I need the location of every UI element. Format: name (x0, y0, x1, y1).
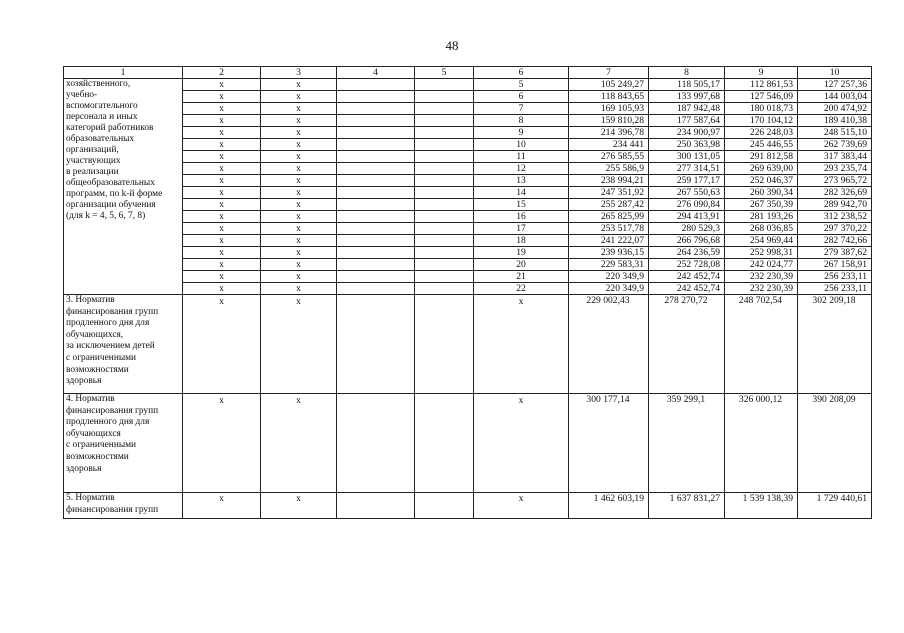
cell-c6: 17 (474, 223, 569, 235)
norms-table-wrapper (63, 66, 872, 519)
cell-c3: x (261, 127, 337, 139)
description-line: обучающихся (66, 428, 121, 439)
cell-c9: 1 539 138,39 (725, 493, 798, 519)
cell-c2: x (183, 259, 261, 271)
description-line: возможностями (66, 364, 129, 375)
cell-c6: 21 (474, 271, 569, 283)
description-line: возможностями (66, 451, 129, 462)
cell-c7: 105 249,27 (569, 79, 649, 91)
cell-c5 (415, 271, 474, 283)
cell-c2: x (183, 103, 261, 115)
description-line: 3. Норматив (66, 295, 115, 305)
cell-c5 (415, 235, 474, 247)
cell-c9: 232 230,39 (725, 283, 798, 295)
cell-c6: 19 (474, 247, 569, 259)
cell-c9: 232 230,39 (725, 271, 798, 283)
cell-c10: 297 370,22 (798, 223, 872, 235)
cell-c9: 326 000,12 (725, 394, 798, 493)
cell-c2: x (183, 394, 261, 493)
cell-c4 (337, 91, 415, 103)
description-line: общеобразовательных (66, 178, 155, 188)
cell-c8: 187 942,48 (649, 103, 725, 115)
row-description (64, 79, 183, 295)
cell-c8: 300 131,05 (649, 151, 725, 163)
cell-c5 (415, 493, 474, 519)
cell-c7: 214 396,78 (569, 127, 649, 139)
cell-c3: x (261, 187, 337, 199)
cell-c7: 238 994,21 (569, 175, 649, 187)
cell-c5 (415, 211, 474, 223)
cell-c5 (415, 394, 474, 493)
cell-c8: 252 728,08 (649, 259, 725, 271)
cell-c2: x (183, 295, 261, 394)
cell-c9: 291 812,58 (725, 151, 798, 163)
cell-c5 (415, 187, 474, 199)
cell-c4 (337, 163, 415, 175)
description-line: категорий работников (66, 123, 154, 133)
cell-c2: x (183, 163, 261, 175)
cell-c10: 282 326,69 (798, 187, 872, 199)
cell-c10: 273 965,72 (798, 175, 872, 187)
description-line: продленного дня для (66, 417, 150, 428)
cell-c7: 220 349,9 (569, 271, 649, 283)
cell-c6: 13 (474, 175, 569, 187)
cell-c5 (415, 139, 474, 151)
cell-c4 (337, 295, 415, 394)
cell-c2: x (183, 139, 261, 151)
header-cell: 5 (415, 67, 474, 79)
cell-c6: 15 (474, 199, 569, 211)
description-line: с ограниченными (66, 440, 137, 451)
cell-c8: 259 177,17 (649, 175, 725, 187)
description-line: за исключением детей (66, 341, 155, 352)
cell-c7: 276 585,55 (569, 151, 649, 163)
cell-c2: x (183, 151, 261, 163)
cell-c7: 159 810,28 (569, 115, 649, 127)
cell-c6: 5 (474, 79, 569, 91)
cell-c6: 18 (474, 235, 569, 247)
cell-c3: x (261, 91, 337, 103)
description-line: в реализации (66, 167, 119, 177)
cell-c2: x (183, 175, 261, 187)
row-description (64, 394, 183, 493)
table-row (64, 271, 872, 283)
block4-row (64, 394, 872, 493)
cell-c7: 229 583,31 (569, 259, 649, 271)
cell-c10: 200 474,92 (798, 103, 872, 115)
cell-c7: 229 002,43 (569, 295, 649, 394)
cell-c4 (337, 283, 415, 295)
header-cell: 2 (183, 67, 261, 79)
cell-c3: x (261, 103, 337, 115)
header-cell: 4 (337, 67, 415, 79)
cell-c8: 277 314,51 (649, 163, 725, 175)
row-description (64, 493, 183, 519)
cell-c8: 264 236,59 (649, 247, 725, 259)
cell-c3: x (261, 211, 337, 223)
table-row (64, 283, 872, 295)
table-row (64, 175, 872, 187)
cell-c9: 281 193,26 (725, 211, 798, 223)
cell-c9: 254 969,44 (725, 235, 798, 247)
cell-c2: x (183, 115, 261, 127)
cell-c9: 226 248,03 (725, 127, 798, 139)
cell-c7: 255 287,42 (569, 199, 649, 211)
table-row (64, 151, 872, 163)
cell-c6: 20 (474, 259, 569, 271)
cell-c8: 266 796,68 (649, 235, 725, 247)
cell-c4 (337, 394, 415, 493)
cell-c10: 302 209,18 (798, 295, 872, 394)
block3-row (64, 295, 872, 394)
table-row (64, 187, 872, 199)
cell-c8: 234 900,97 (649, 127, 725, 139)
cell-c7: 255 586,9 (569, 163, 649, 175)
cell-c5 (415, 199, 474, 211)
cell-c4 (337, 103, 415, 115)
cell-c7: 300 177,14 (569, 394, 649, 493)
cell-c6: 8 (474, 115, 569, 127)
cell-c3: x (261, 235, 337, 247)
cell-c10: 279 387,62 (798, 247, 872, 259)
page-number: 48 (445, 38, 459, 53)
cell-c4 (337, 235, 415, 247)
cell-c3: x (261, 175, 337, 187)
cell-c9: 112 861,53 (725, 79, 798, 91)
cell-c7: 247 351,92 (569, 187, 649, 199)
cell-c10: 317 383,44 (798, 151, 872, 163)
cell-c6: x (474, 493, 569, 519)
cell-c8: 280 529,3 (649, 223, 725, 235)
cell-c7: 265 825,99 (569, 211, 649, 223)
cell-c4 (337, 79, 415, 91)
cell-c2: x (183, 199, 261, 211)
cell-c2: x (183, 187, 261, 199)
description-line: учебно- (66, 90, 98, 100)
cell-c3: x (261, 247, 337, 259)
cell-c7: 220 349,9 (569, 283, 649, 295)
cell-c8: 242 452,74 (649, 271, 725, 283)
cell-c3: x (261, 115, 337, 127)
cell-c5 (415, 91, 474, 103)
table-row (64, 139, 872, 151)
table-row (64, 115, 872, 127)
cell-c6: x (474, 394, 569, 493)
cell-c10: 312 238,52 (798, 211, 872, 223)
header-cell: 8 (649, 67, 725, 79)
cell-c8: 359 299,1 (649, 394, 725, 493)
cell-c6: 12 (474, 163, 569, 175)
description-line: вспомогательного (66, 101, 138, 111)
description-line: 5. Норматив (66, 493, 115, 503)
cell-c9: 269 639,00 (725, 163, 798, 175)
cell-c10: 289 942,70 (798, 199, 872, 211)
cell-c3: x (261, 139, 337, 151)
description-line: образовательных (66, 134, 135, 144)
cell-c4 (337, 271, 415, 283)
cell-c4 (337, 151, 415, 163)
cell-c10: 390 208,09 (798, 394, 872, 493)
cell-c7: 241 222,07 (569, 235, 649, 247)
cell-c10: 127 257,36 (798, 79, 872, 91)
description-line: организаций, (66, 145, 119, 155)
cell-c7: 118 843,65 (569, 91, 649, 103)
cell-c5 (415, 127, 474, 139)
description-line: продленного дня для (66, 318, 150, 329)
cell-c6: 6 (474, 91, 569, 103)
description-line: программ, по k-й форме (66, 189, 163, 199)
description-line: организации обучения (66, 200, 156, 210)
cell-c8: 276 090,84 (649, 199, 725, 211)
cell-c9: 180 018,73 (725, 103, 798, 115)
table-row (64, 247, 872, 259)
cell-c10: 144 003,04 (798, 91, 872, 103)
cell-c6: 22 (474, 283, 569, 295)
description-line: здоровья (66, 463, 102, 474)
cell-c8: 250 363,98 (649, 139, 725, 151)
cell-c2: x (183, 211, 261, 223)
cell-c8: 294 413,91 (649, 211, 725, 223)
cell-c2: x (183, 271, 261, 283)
norms-table (63, 66, 872, 519)
cell-c10: 293 235,74 (798, 163, 872, 175)
cell-c2: x (183, 127, 261, 139)
cell-c3: x (261, 271, 337, 283)
description-line: 4. Норматив (66, 394, 115, 404)
cell-c3: x (261, 283, 337, 295)
cell-c5 (415, 283, 474, 295)
description-line: здоровья (66, 376, 102, 387)
cell-c2: x (183, 223, 261, 235)
cell-c6: 14 (474, 187, 569, 199)
cell-c5 (415, 223, 474, 235)
cell-c9: 170 104,12 (725, 115, 798, 127)
cell-c9: 252 046,37 (725, 175, 798, 187)
cell-c6: 9 (474, 127, 569, 139)
description-line: с ограниченными (66, 352, 137, 363)
header-cell: 1 (64, 67, 183, 79)
header-cell: 9 (725, 67, 798, 79)
cell-c3: x (261, 295, 337, 394)
description-line: участвующих (66, 156, 121, 166)
cell-c10: 282 742,66 (798, 235, 872, 247)
table-row (64, 199, 872, 211)
cell-c8: 177 587,64 (649, 115, 725, 127)
cell-c5 (415, 103, 474, 115)
cell-c3: x (261, 151, 337, 163)
header-cell: 10 (798, 67, 872, 79)
cell-c4 (337, 127, 415, 139)
cell-c5 (415, 175, 474, 187)
table-body (64, 67, 872, 519)
table-row (64, 91, 872, 103)
cell-c3: x (261, 223, 337, 235)
cell-c5 (415, 259, 474, 271)
table-row (64, 163, 872, 175)
cell-c10: 189 410,38 (798, 115, 872, 127)
cell-c8: 278 270,72 (649, 295, 725, 394)
table-row (64, 259, 872, 271)
description-line: персонала и иных (66, 112, 138, 122)
cell-c9: 260 390,34 (725, 187, 798, 199)
header-row (64, 67, 872, 79)
table-row (64, 211, 872, 223)
cell-c10: 262 739,69 (798, 139, 872, 151)
description-line: финансирования групп (66, 405, 159, 416)
cell-c2: x (183, 79, 261, 91)
cell-c4 (337, 259, 415, 271)
cell-c4 (337, 247, 415, 259)
cell-c4 (337, 115, 415, 127)
cell-c4 (337, 187, 415, 199)
cell-c8: 1 637 831,27 (649, 493, 725, 519)
cell-c8: 267 550,63 (649, 187, 725, 199)
cell-c4 (337, 139, 415, 151)
cell-c9: 245 446,55 (725, 139, 798, 151)
cell-c8: 133 997,68 (649, 91, 725, 103)
cell-c8: 242 452,74 (649, 283, 725, 295)
cell-c10: 267 158,91 (798, 259, 872, 271)
cell-c10: 1 729 440,61 (798, 493, 872, 519)
block5-row (64, 493, 872, 519)
cell-c3: x (261, 394, 337, 493)
cell-c10: 256 233,11 (798, 283, 872, 295)
cell-c2: x (183, 247, 261, 259)
cell-c7: 239 936,15 (569, 247, 649, 259)
cell-c6: x (474, 295, 569, 394)
cell-c9: 248 702,54 (725, 295, 798, 394)
cell-c7: 169 105,93 (569, 103, 649, 115)
row-description (64, 295, 183, 394)
cell-c3: x (261, 199, 337, 211)
cell-c10: 256 233,11 (798, 271, 872, 283)
cell-c9: 267 350,39 (725, 199, 798, 211)
table-row (64, 235, 872, 247)
description-line: (для k = 4, 5, 6, 7, 8) (66, 211, 146, 221)
cell-c6: 16 (474, 211, 569, 223)
cell-c10: 248 515,10 (798, 127, 872, 139)
cell-c7: 253 517,78 (569, 223, 649, 235)
description-line: финансирования групп (66, 306, 159, 317)
cell-c5 (415, 163, 474, 175)
cell-c5 (415, 115, 474, 127)
cell-c9: 252 998,31 (725, 247, 798, 259)
description-line: хозяйственного, (66, 79, 131, 89)
cell-c5 (415, 295, 474, 394)
description-line: финансирования групп (66, 504, 159, 515)
header-cell: 7 (569, 67, 649, 79)
cell-c3: x (261, 163, 337, 175)
cell-c9: 127 546,09 (725, 91, 798, 103)
cell-c6: 7 (474, 103, 569, 115)
cell-c2: x (183, 493, 261, 519)
cell-c3: x (261, 493, 337, 519)
cell-c7: 1 462 603,19 (569, 493, 649, 519)
cell-c4 (337, 175, 415, 187)
cell-c5 (415, 247, 474, 259)
cell-c3: x (261, 259, 337, 271)
cell-c9: 268 036,85 (725, 223, 798, 235)
table-row (64, 79, 872, 91)
table-row (64, 223, 872, 235)
cell-c4 (337, 199, 415, 211)
cell-c2: x (183, 91, 261, 103)
cell-c6: 10 (474, 139, 569, 151)
cell-c6: 11 (474, 151, 569, 163)
cell-c8: 118 505,17 (649, 79, 725, 91)
header-cell: 6 (474, 67, 569, 79)
cell-c5 (415, 79, 474, 91)
cell-c9: 242 024,77 (725, 259, 798, 271)
cell-c4 (337, 223, 415, 235)
table-row (64, 103, 872, 115)
cell-c4 (337, 211, 415, 223)
cell-c2: x (183, 235, 261, 247)
cell-c2: x (183, 283, 261, 295)
cell-c5 (415, 151, 474, 163)
header-cell: 3 (261, 67, 337, 79)
table-row (64, 127, 872, 139)
cell-c7: 234 441 (569, 139, 649, 151)
description-line: обучающихся, (66, 329, 124, 340)
cell-c3: x (261, 79, 337, 91)
cell-c4 (337, 493, 415, 519)
